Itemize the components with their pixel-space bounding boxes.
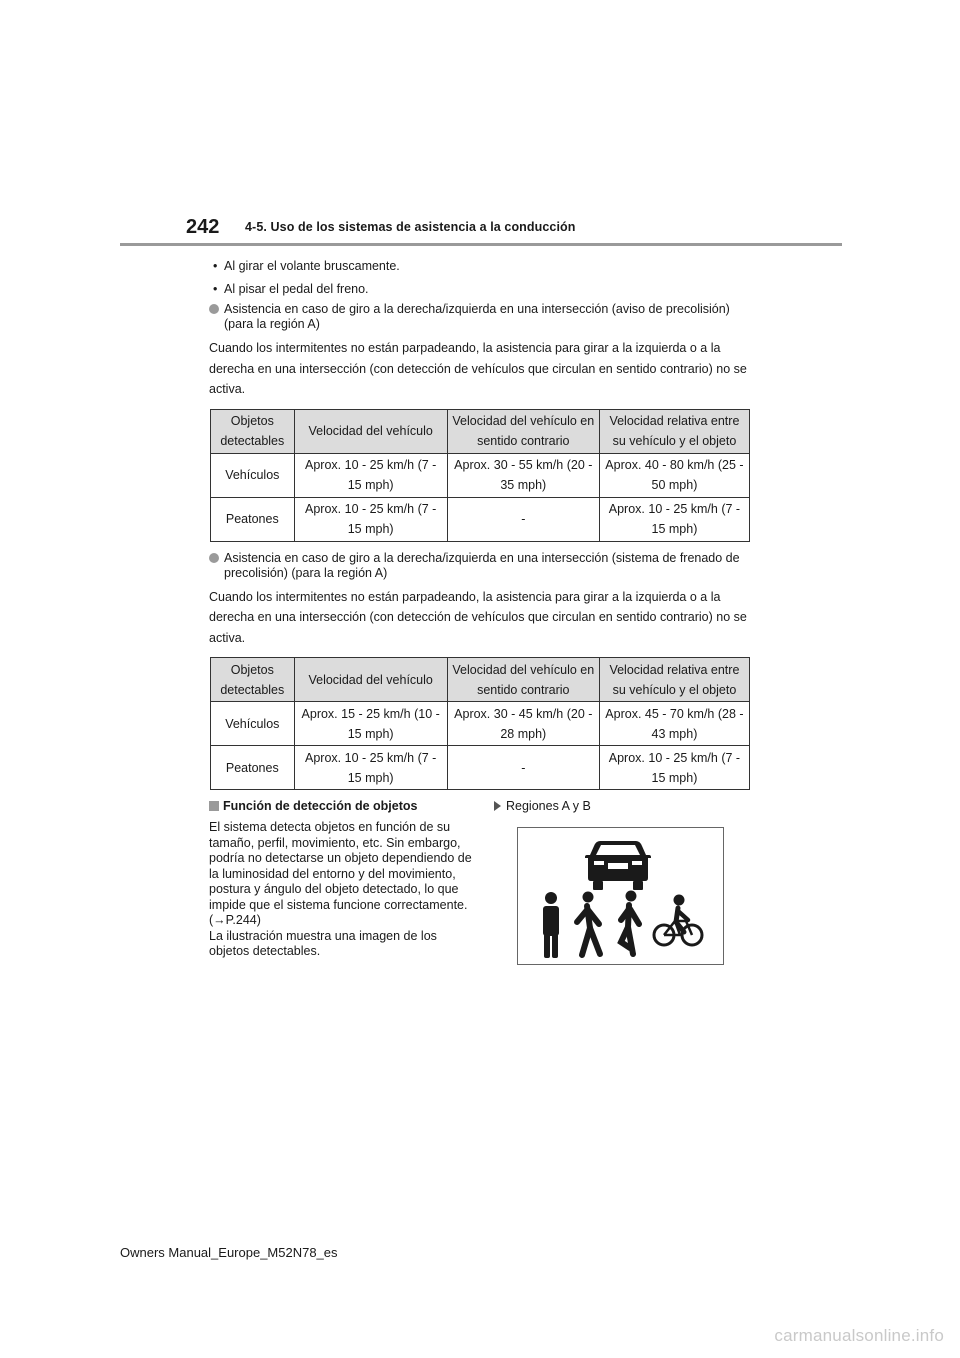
pedestrian-standing-icon (543, 892, 559, 958)
table-header-cell: Velocidad del vehículo en sentido contrario (447, 409, 599, 453)
table-cell: Aprox. 30 - 55 km/h (20 - 35 mph) (447, 453, 599, 497)
car-icon (585, 841, 651, 890)
table-cell: Aprox. 40 - 80 km/h (25 - 50 mph) (599, 453, 749, 497)
table-cell: Aprox. 30 - 45 km/h (20 - 28 mph) (447, 702, 599, 746)
section-heading (209, 302, 752, 332)
spec-table (210, 657, 750, 790)
two-column-section (209, 799, 752, 965)
header-rule (120, 243, 842, 246)
regions-label-text: Regiones A y B (506, 799, 591, 813)
page-reference-arrow: → (213, 913, 226, 927)
detection-heading-text: Función de detección de objetos (223, 799, 418, 813)
watermark: carmanualsonline.info (774, 1326, 944, 1345)
bullet-item: • Al girar el volante bruscamente. (209, 256, 752, 276)
detection-text: El sistema detecta objetos en función de su tamaño, perfil, movimiento, etc. Sin embargo, podría no detectarse un objeto dependiendo de la luminosidad del entorno y del movimiento, postura y ángulo del objeto detectado, lo que impide que el sistema funcione correctamente. ( (209, 820, 472, 927)
table-cell: - (447, 497, 599, 541)
table-header-cell: Velocidad del vehículo en sentido contrario (447, 658, 599, 702)
section-heading-text: Asistencia en caso de giro a la derecha/izquierda en una intersección (sistema de frenado de precolisión) (para la región A) (224, 550, 740, 580)
regions-label (492, 799, 752, 814)
table-cell: Aprox. 45 - 70 km/h (28 - 43 mph) (599, 702, 749, 746)
page-reference-link[interactable]: P.244 (225, 913, 257, 927)
table-cell: Aprox. 10 - 25 km/h (7 - 15 mph) (599, 497, 749, 541)
detectable-objects-illustration (518, 828, 723, 964)
table-header-cell: Velocidad del vehículo (294, 658, 447, 702)
table-cell: Aprox. 10 - 25 km/h (7 - 15 mph) (294, 746, 447, 790)
paragraph: Cuando los intermitentes no están parpadeando, la asistencia para girar a la izquierda o a la derecha en una intersección (con detección de vehículos que circulan en sentido contrario) no se activa. (209, 341, 747, 396)
pedestrian-walking-icon (577, 892, 600, 956)
table-header-cell: Objetos detectables (211, 658, 295, 702)
detection-heading (209, 799, 474, 814)
table-cell: Peatones (211, 497, 295, 541)
table-cell: Aprox. 10 - 25 km/h (7 - 15 mph) (294, 497, 447, 541)
table-cell: Vehículos (211, 702, 295, 746)
bullet-item: • Al pisar el pedal del freno. (209, 279, 752, 299)
section-heading-text: Asistencia en caso de giro a la derecha/izquierda en una intersección (aviso de precolisión) (para la región A) (224, 302, 730, 331)
table-row (211, 746, 750, 790)
right-column (492, 799, 752, 965)
spec-table (210, 409, 750, 542)
table-header-cell: Velocidad relativa entre su vehículo y el objeto (599, 409, 749, 453)
table-header-row (211, 409, 750, 453)
detection-paragraph-2: La ilustración muestra una imagen de los objetos detectables. (209, 928, 437, 958)
table-cell: - (447, 746, 599, 790)
table-header-cell: Objetos detectables (211, 409, 295, 453)
circle-bullet-icon (209, 304, 219, 314)
table-row (211, 497, 750, 541)
left-column (209, 799, 474, 965)
page-content (209, 256, 752, 965)
page-number: 242 (186, 216, 220, 238)
detection-text-end: ) (256, 913, 261, 927)
table-cell: Aprox. 15 - 25 km/h (10 - 15 mph) (294, 702, 447, 746)
table-header-row (211, 658, 750, 702)
cyclist-icon (654, 895, 702, 946)
table-row (211, 702, 750, 746)
table-header-cell: Velocidad del vehículo (294, 409, 447, 453)
table-cell: Peatones (211, 746, 295, 790)
section-heading (209, 551, 752, 581)
pedestrian-running-icon (621, 891, 639, 955)
detectable-objects-figure (517, 827, 724, 965)
section-title: 4-5. Uso de los sistemas de asistencia a la conducción (245, 220, 576, 234)
table-row (211, 453, 750, 497)
detection-paragraph (209, 820, 474, 929)
circle-bullet-icon (209, 553, 219, 563)
paragraph: Cuando los intermitentes no están parpadeando, la asistencia para girar a la izquierda o a la derecha en una intersección (con detección de vehículos que circulan en sentido contrario) no se activa. (209, 589, 747, 645)
table-cell: Aprox. 10 - 25 km/h (7 - 15 mph) (599, 746, 749, 790)
table-cell: Aprox. 10 - 25 km/h (7 - 15 mph) (294, 453, 447, 497)
footer-text: Owners Manual_Europe_M52N78_es (120, 1245, 338, 1260)
table-cell: Vehículos (211, 453, 295, 497)
square-bullet-icon (209, 801, 219, 811)
table-header-cell: Velocidad relativa entre su vehículo y el objeto (599, 658, 749, 702)
triangle-arrow-icon (494, 801, 501, 811)
